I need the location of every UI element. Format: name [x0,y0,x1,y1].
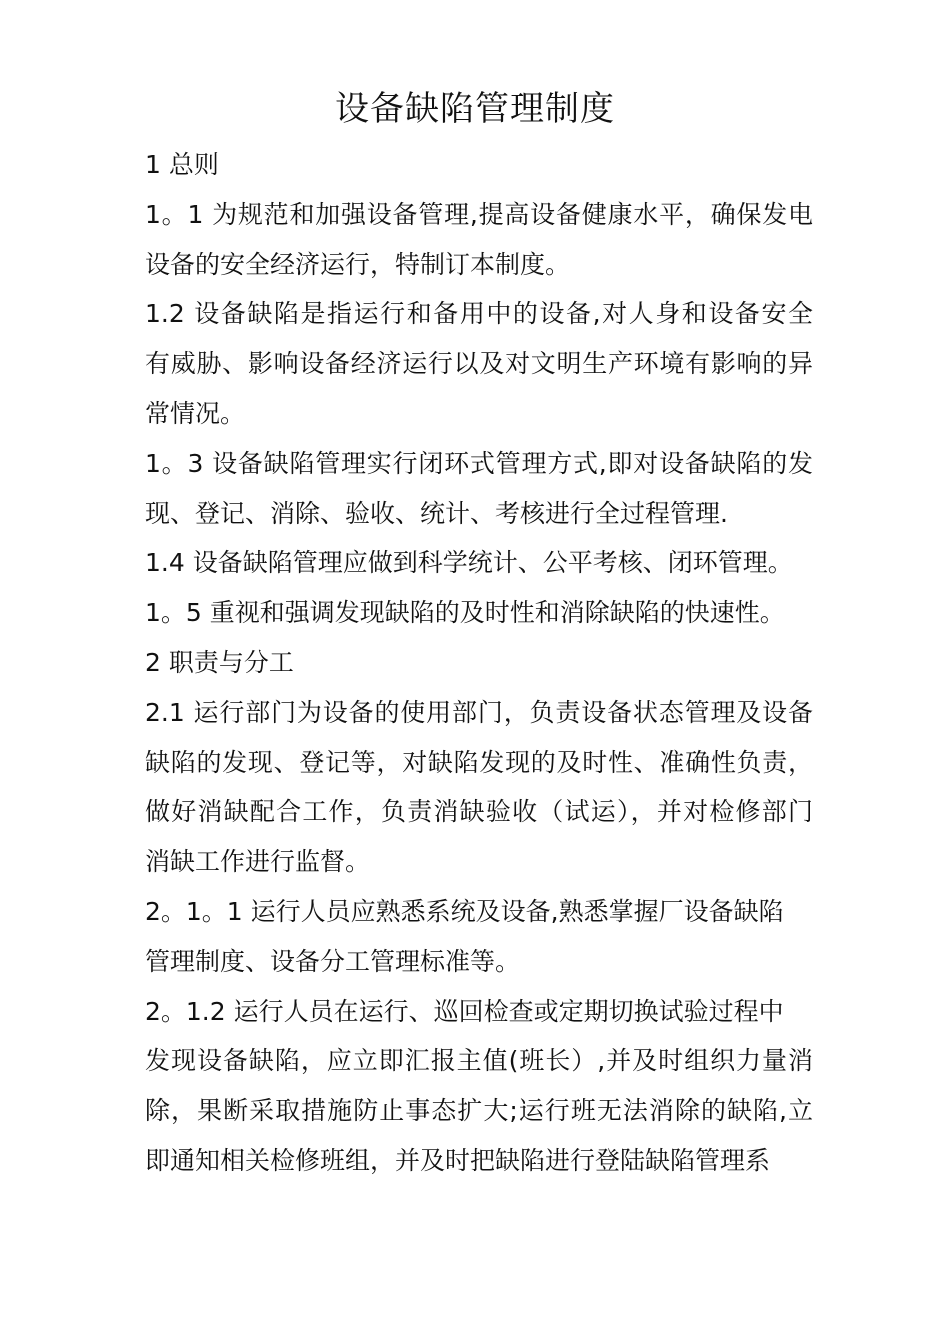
paragraph-line: 1。1 为规范和加强设备管理,提高设备健康水平，确保发电 [145,199,813,229]
paragraph-line: 缺陷的发现、登记等，对缺陷发现的及时性、准确性负责， [145,747,813,777]
paragraph-line: 2。1.2 运行人员在运行、巡回检查或定期切换试验过程中 [145,996,784,1026]
document-body [145,140,813,1186]
paragraph-line: 2.1 运行部门为设备的使用部门，负责设备状态管理及设备 [145,697,813,727]
paragraph-line: 管理制度、设备分工管理标准等。 [145,946,521,976]
paragraph-line: 常情况。 [145,398,246,428]
paragraph-line: 除，果断采取措施防止事态扩大;运行班无法消除的缺陷,立 [145,1096,813,1126]
document-title: 设备缺陷管理制度 [335,89,615,129]
paragraph-line: 1。5 重视和强调发现缺陷的及时性和消除缺陷的快速性。 [145,598,785,628]
paragraph-line: 消缺工作进行监督。 [145,847,371,877]
section-heading-2: 2 职责与分工 [145,647,294,677]
paragraph-line: 1。3 设备缺陷管理实行闭环式管理方式,即对设备缺陷的发 [145,448,813,478]
paragraph-line: 发现设备缺陷，应立即汇报主值(班长）,并及时组织力量消 [145,1046,813,1076]
paragraph-line: 设备的安全经济运行，特制订本制度。 [145,249,571,279]
paragraph-line: 2。1。1 运行人员应熟悉系统及设备,熟悉掌握厂设备缺陷 [145,896,784,926]
paragraph-line: 做好消缺配合工作，负责消缺验收（试运），并对检修部门 [145,797,813,827]
paragraph-line: 1.4 设备缺陷管理应做到科学统计、公平考核、闭环管理。 [145,548,793,578]
paragraph-line: 有威胁、影响设备经济运行以及对文明生产环境有影响的异 [145,349,813,379]
paragraph-line: 1.2 设备缺陷是指运行和备用中的设备,对人身和设备安全 [145,299,813,329]
paragraph-line: 现、登记、消除、验收、统计、考核进行全过程管理. [145,498,728,528]
paragraph-line: 即通知相关检修班组，并及时把缺陷进行登陆缺陷管理系 [145,1145,771,1175]
section-heading-1: 1 总则 [145,150,219,179]
